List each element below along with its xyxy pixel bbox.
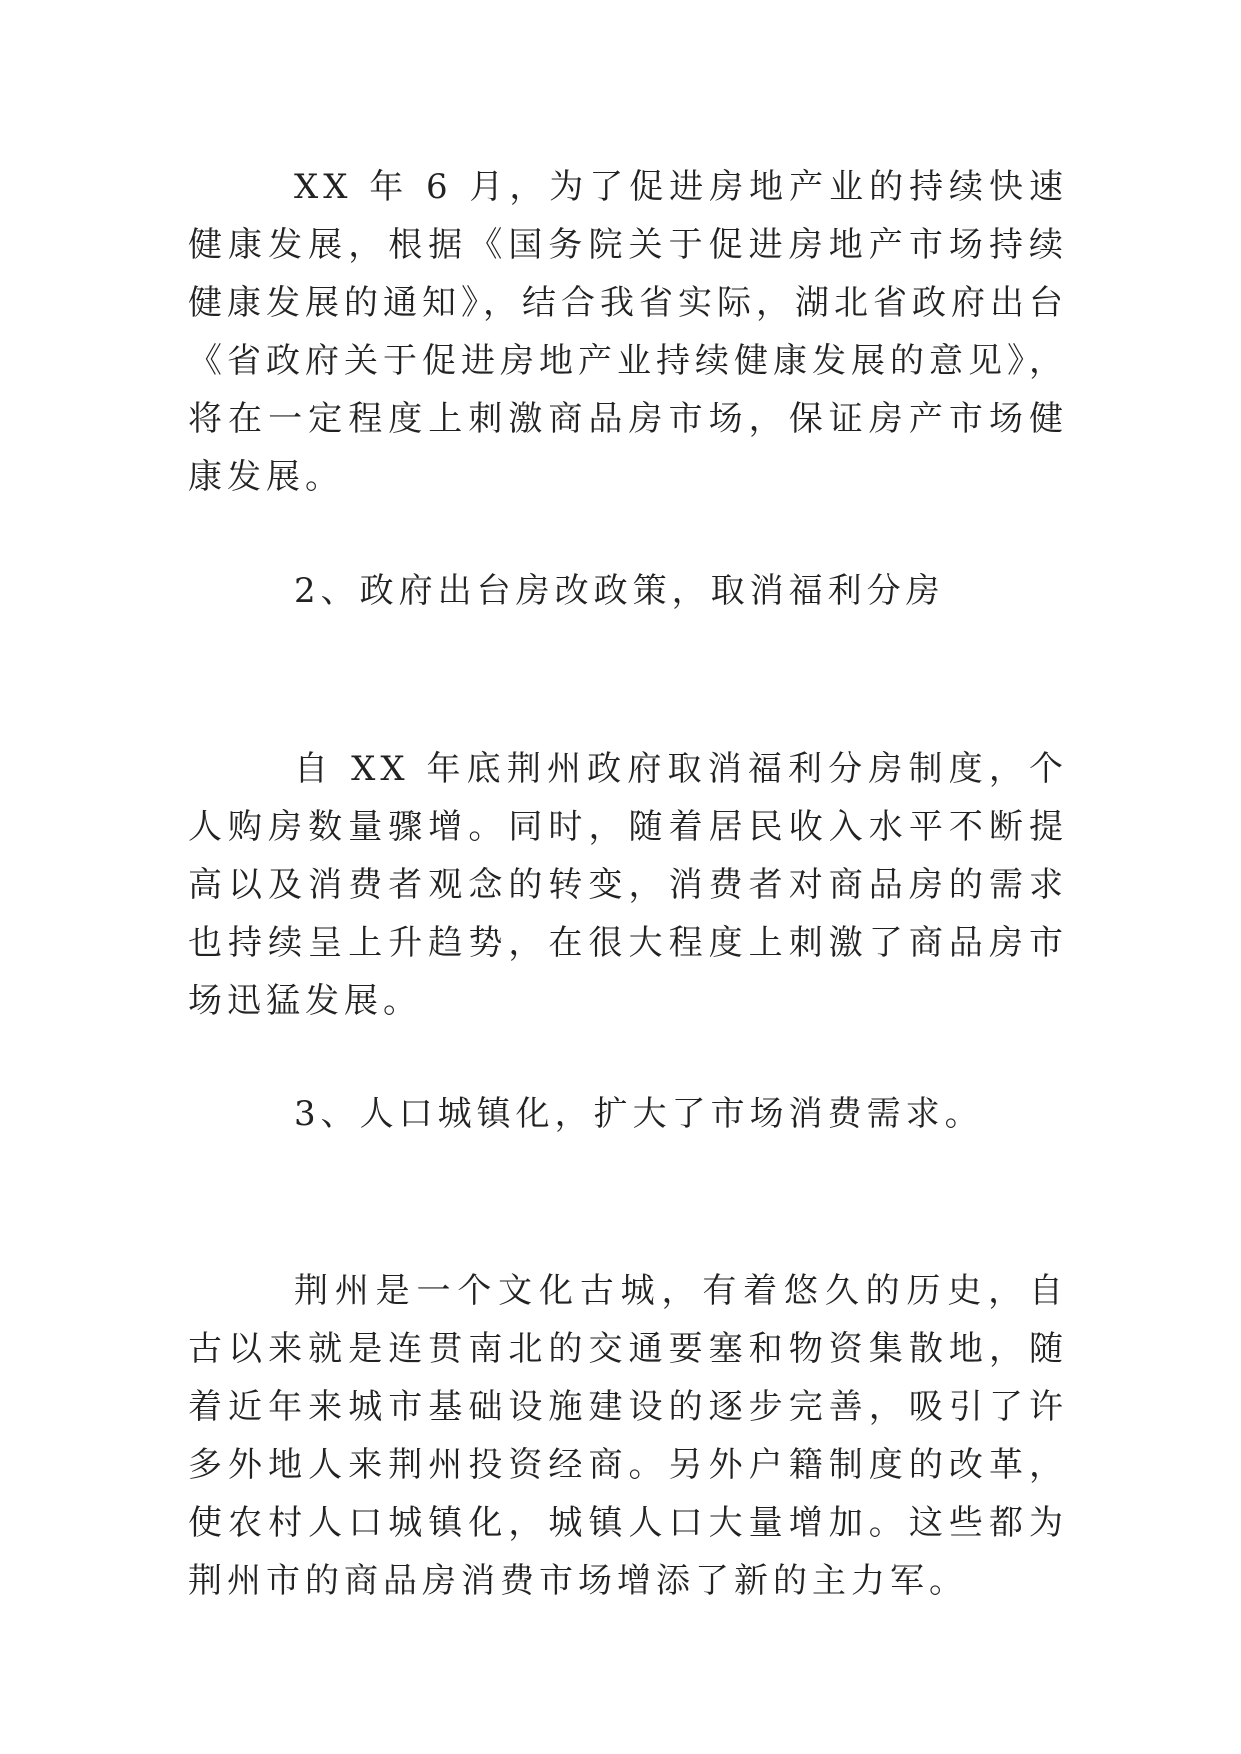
body-paragraph: 荆州是一个文化古城，有着悠久的历史，自古以来就是连贯南北的交通要塞和物资集散地，随着近年来城市基础设施建设的逐步完善，吸引了许多外地人来荆州投资经商。另外户籍制度的改革，使农村人口城镇化，城镇人口大量增加。这些都为荆州市的商品房消费市场增添了新的主力军。 — [188, 1271, 1068, 1601]
body-paragraph: XX 年 6 月，为了促进房地产业的持续快速健康发展，根据《国务院关于促进房地产市场持续健康发展的通知》，结合我省实际，湖北省政府出台《省政府关于促进房地产业持续健康发展的意见》，将在一定程度上刺激商品房市场，保证房产市场健康发展。 — [188, 167, 1068, 497]
body-paragraph: 自 XX 年底荆州政府取消福利分房制度，个人购房数量骤增。同时，随着居民收入水平不断提高以及消费者观念的转变，消费者对商品房的需求也持续呈上升趋势，在很大程度上刺激了商品房市场迅猛发展。 — [188, 749, 1068, 1021]
section-heading: 3、人口城镇化，扩大了市场消费需求。 — [294, 1094, 984, 1134]
section-heading: 2、政府出台房改政策，取消福利分房 — [294, 571, 945, 611]
